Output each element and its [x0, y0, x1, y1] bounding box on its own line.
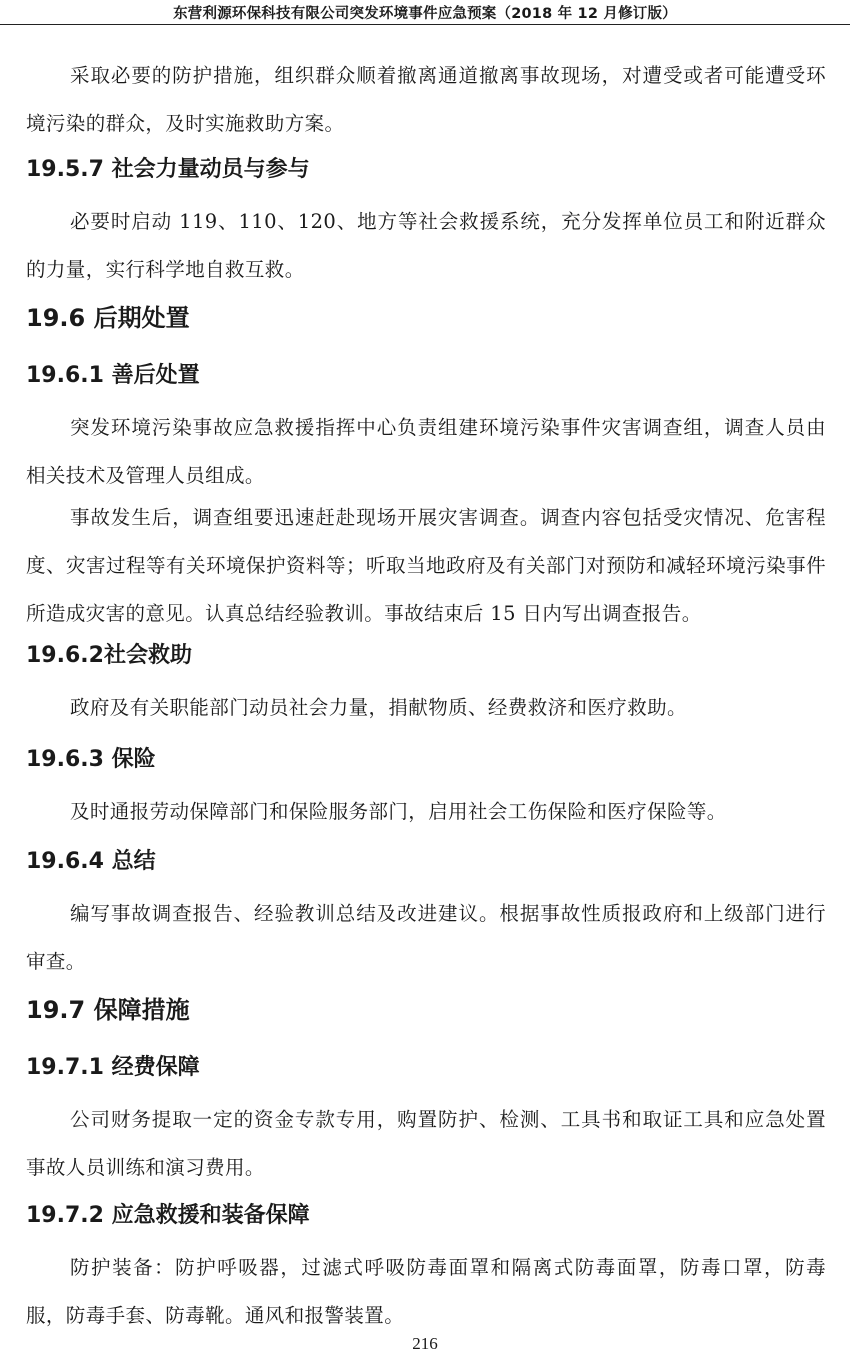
heading-19-7-1	[26, 1048, 826, 1088]
paragraph-19-7-1	[26, 1096, 826, 1192]
paragraph-19-6-3	[26, 788, 826, 836]
paragraph-19-6-2	[26, 684, 826, 732]
paragraph-text: 事故发生后，调查组要迅速赶赴现场开展灾害调查。调查内容包括受灾情况、危害程度、灾害过程等有关环境保护资料等；听取当地政府及有关部门对预防和减轻环境污染事件所造成灾害的意见。认真总结经验教训。事故结束后 15 日内写出调查报告。	[26, 506, 826, 625]
heading-19-5-7	[26, 150, 826, 190]
paragraph-19-5-7	[26, 198, 826, 294]
section-heading: 19.6.4 总结	[26, 849, 156, 874]
page-number: 216	[412, 1334, 438, 1353]
heading-19-6	[26, 298, 826, 338]
section-heading: 19.7.1 经费保障	[26, 1055, 200, 1080]
paragraph-19-6-4	[26, 890, 826, 986]
paragraph-text: 及时通报劳动保障部门和保险服务部门，启用社会工伤保险和医疗保险等。	[70, 800, 727, 823]
heading-19-7-2	[26, 1196, 826, 1236]
section-heading: 19.6 后期处置	[26, 304, 190, 332]
heading-19-6-4	[26, 842, 826, 882]
paragraph-text: 公司财务提取一定的资金专款专用，购置防护、检测、工具书和取证工具和应急处置事故人员训练和演习费用。	[26, 1108, 826, 1179]
header-title: 东营利源环保科技有限公司突发环境事件应急预案（2018 年 12 月修订版）	[173, 6, 677, 22]
paragraph-19-6-1-a	[26, 404, 826, 500]
paragraph-intro	[26, 52, 826, 148]
paragraph-text: 政府及有关职能部门动员社会力量，捐献物质、经费救济和医疗救助。	[70, 696, 687, 719]
section-heading: 19.6.1 善后处置	[26, 363, 200, 388]
section-heading: 19.6.3 保险	[26, 747, 156, 772]
section-heading: 19.7.2 应急救援和装备保障	[26, 1203, 310, 1228]
paragraph-text: 防护装备：防护呼吸器，过滤式呼吸防毒面罩和隔离式防毒面罩，防毒口罩，防毒服，防毒手套、防毒靴。通风和报警装置。	[26, 1256, 826, 1327]
section-heading: 19.7 保障措施	[26, 996, 190, 1024]
paragraph-19-7-2	[26, 1244, 826, 1340]
paragraph-text: 必要时启动 119、110、120、地方等社会救援系统，充分发挥单位员工和附近群众的力量，实行科学地自救互救。	[26, 210, 826, 281]
paragraph-text: 采取必要的防护措施，组织群众顺着撤离通道撤离事故现场，对遭受或者可能遭受环境污染的群众，及时实施救助方案。	[26, 64, 826, 135]
section-heading: 19.6.2社会救助	[26, 643, 192, 668]
heading-19-7	[26, 990, 826, 1030]
paragraph-19-6-1-b	[26, 494, 826, 638]
heading-19-6-2	[26, 636, 826, 676]
section-heading: 19.5.7 社会力量动员与参与	[26, 157, 310, 182]
paragraph-text: 突发环境污染事故应急救援指挥中心负责组建环境污染事件灾害调查组，调查人员由相关技术及管理人员组成。	[26, 416, 826, 487]
page-header	[0, 0, 850, 25]
paragraph-text: 编写事故调查报告、经验教训总结及改进建议。根据事故性质报政府和上级部门进行审查。	[26, 902, 826, 973]
heading-19-6-3	[26, 740, 826, 780]
heading-19-6-1	[26, 356, 826, 396]
